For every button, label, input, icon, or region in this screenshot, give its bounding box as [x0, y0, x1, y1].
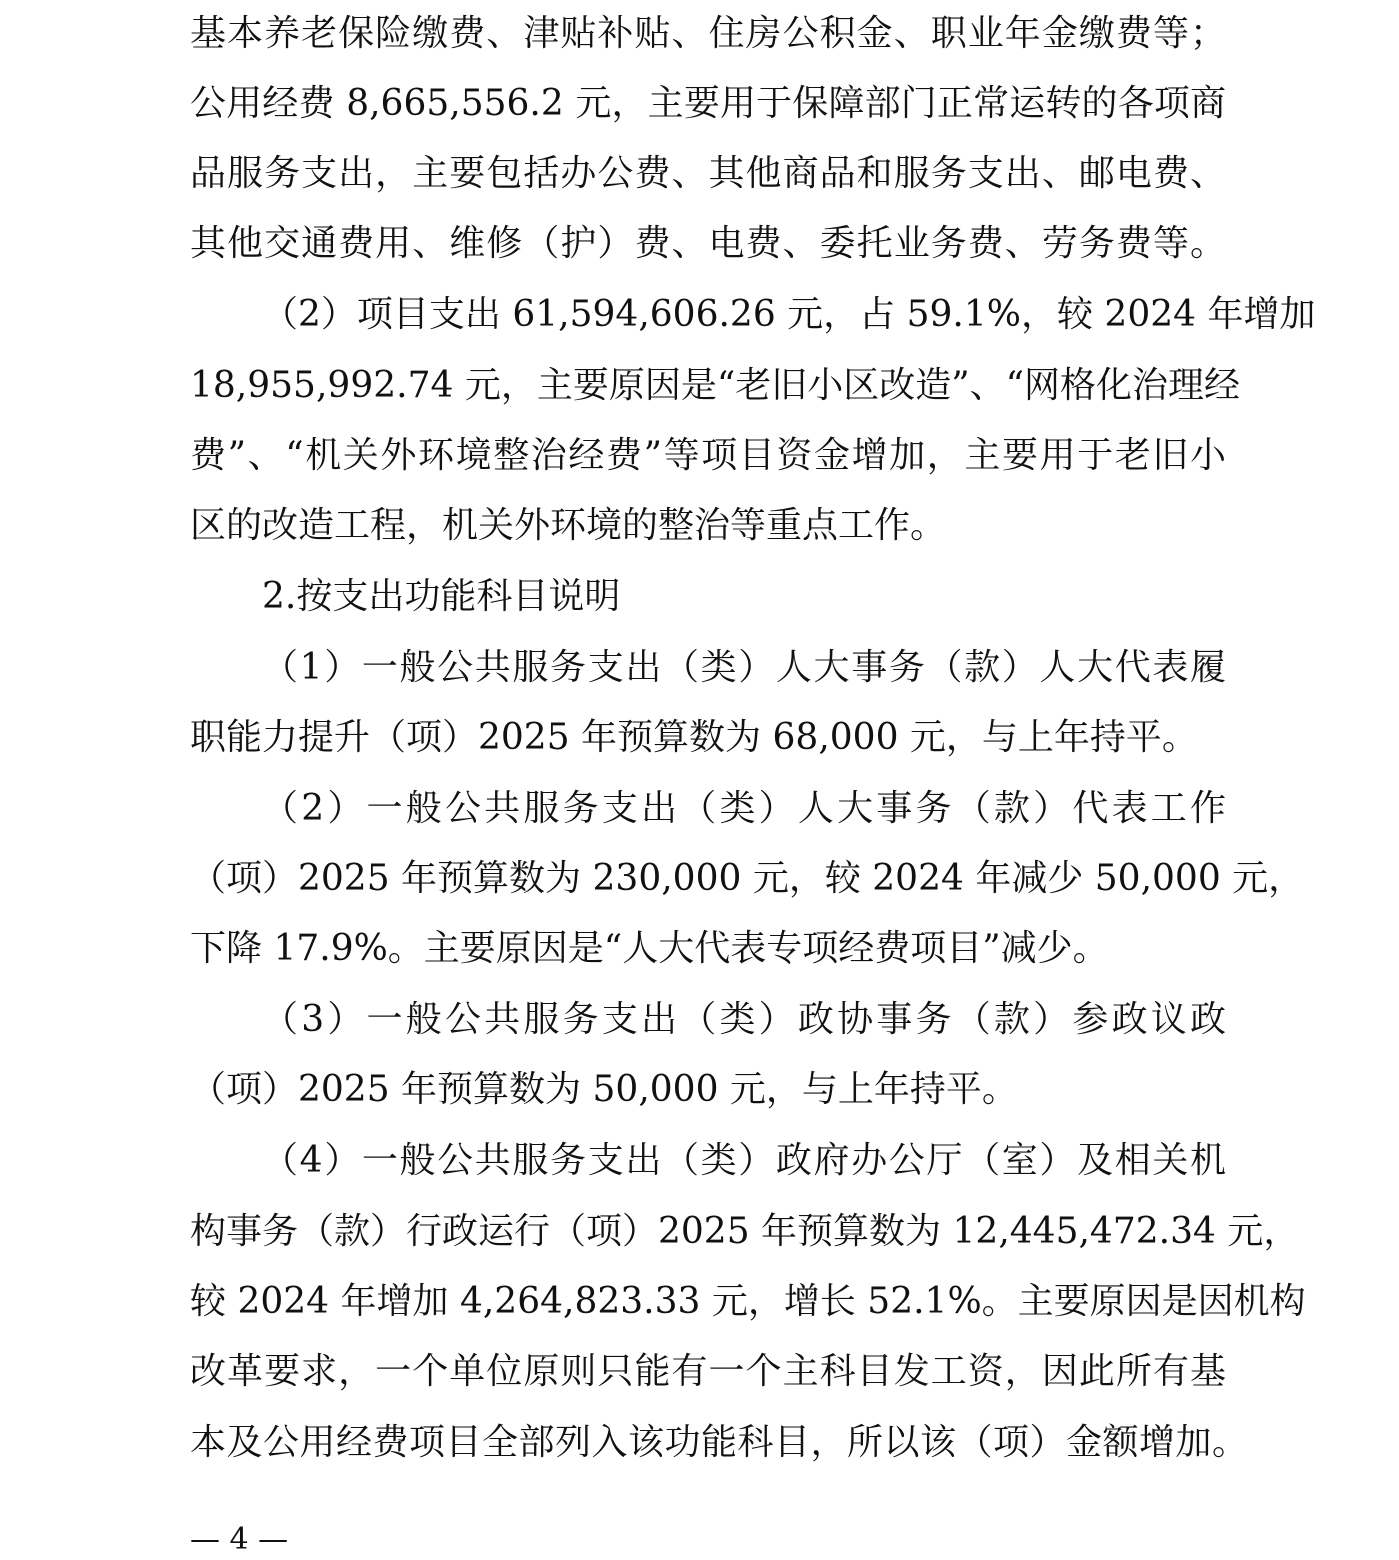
- page-number: — 4 —: [190, 1522, 289, 1557]
- text-line-10: （1）一般公共服务支出（类）人大事务（款）人大代表履: [262, 647, 1226, 688]
- text-line-17: （4）一般公共服务支出（类）政府办公厅（室）及相关机: [262, 1140, 1226, 1181]
- text-line-7: 费”、“机关外环境整治经费”等项目资金增加，主要用于老旧小: [190, 435, 1226, 476]
- text-line-11: 职能力提升（项）2025 年预算数为 68,000 元，与上年持平。: [190, 717, 1198, 758]
- text-line-1: 基本养老保险缴费、津贴补贴、住房公积金、职业年金缴费等；: [190, 13, 1226, 54]
- text-line-20: 改革要求，一个单位原则只能有一个主科目发工资，因此所有基: [190, 1351, 1226, 1392]
- text-line-15: （3）一般公共服务支出（类）政协事务（款）参政议政: [262, 999, 1226, 1040]
- text-line-4: 其他交通费用、维修（护）费、电费、委托业务费、劳务费等。: [190, 223, 1226, 264]
- text-line-19: 较 2024 年增加 4,264,823.33 元，增长 52.1%。主要原因是因机构: [190, 1281, 1306, 1322]
- text-line-5: （2）项目支出 61,594,606.26 元，占 59.1%，较 2024 年增加: [262, 294, 1316, 335]
- text-line-12: （2）一般公共服务支出（类）人大事务（款）代表工作: [262, 788, 1226, 829]
- text-line-8: 区的改造工程，机关外环境的整治等重点工作。: [190, 505, 947, 546]
- text-line-2: 公用经费 8,665,556.2 元，主要用于保障部门正常运转的各项商: [190, 83, 1226, 124]
- text-line-18: 构事务（款）行政运行（项）2025 年预算数为 12,445,472.34 元，: [190, 1211, 1300, 1252]
- text-line-3: 品服务支出，主要包括办公费、其他商品和服务支出、邮电费、: [190, 153, 1226, 194]
- section-heading: 2.按支出功能科目说明: [262, 576, 621, 617]
- text-line-21: 本及公用经费项目全部列入该功能科目，所以该（项）金额增加。: [190, 1422, 1248, 1463]
- text-line-14: 下降 17.9%。主要原因是“人大代表专项经费项目”减少。: [190, 928, 1109, 969]
- text-line-16: （项）2025 年预算数为 50,000 元，与上年持平。: [190, 1069, 1018, 1110]
- text-line-13: （项）2025 年预算数为 230,000 元，较 2024 年减少 50,000 元，: [190, 858, 1305, 899]
- text-line-6: 18,955,992.74 元，主要原因是“老旧小区改造”、“网格化治理经: [190, 365, 1241, 406]
